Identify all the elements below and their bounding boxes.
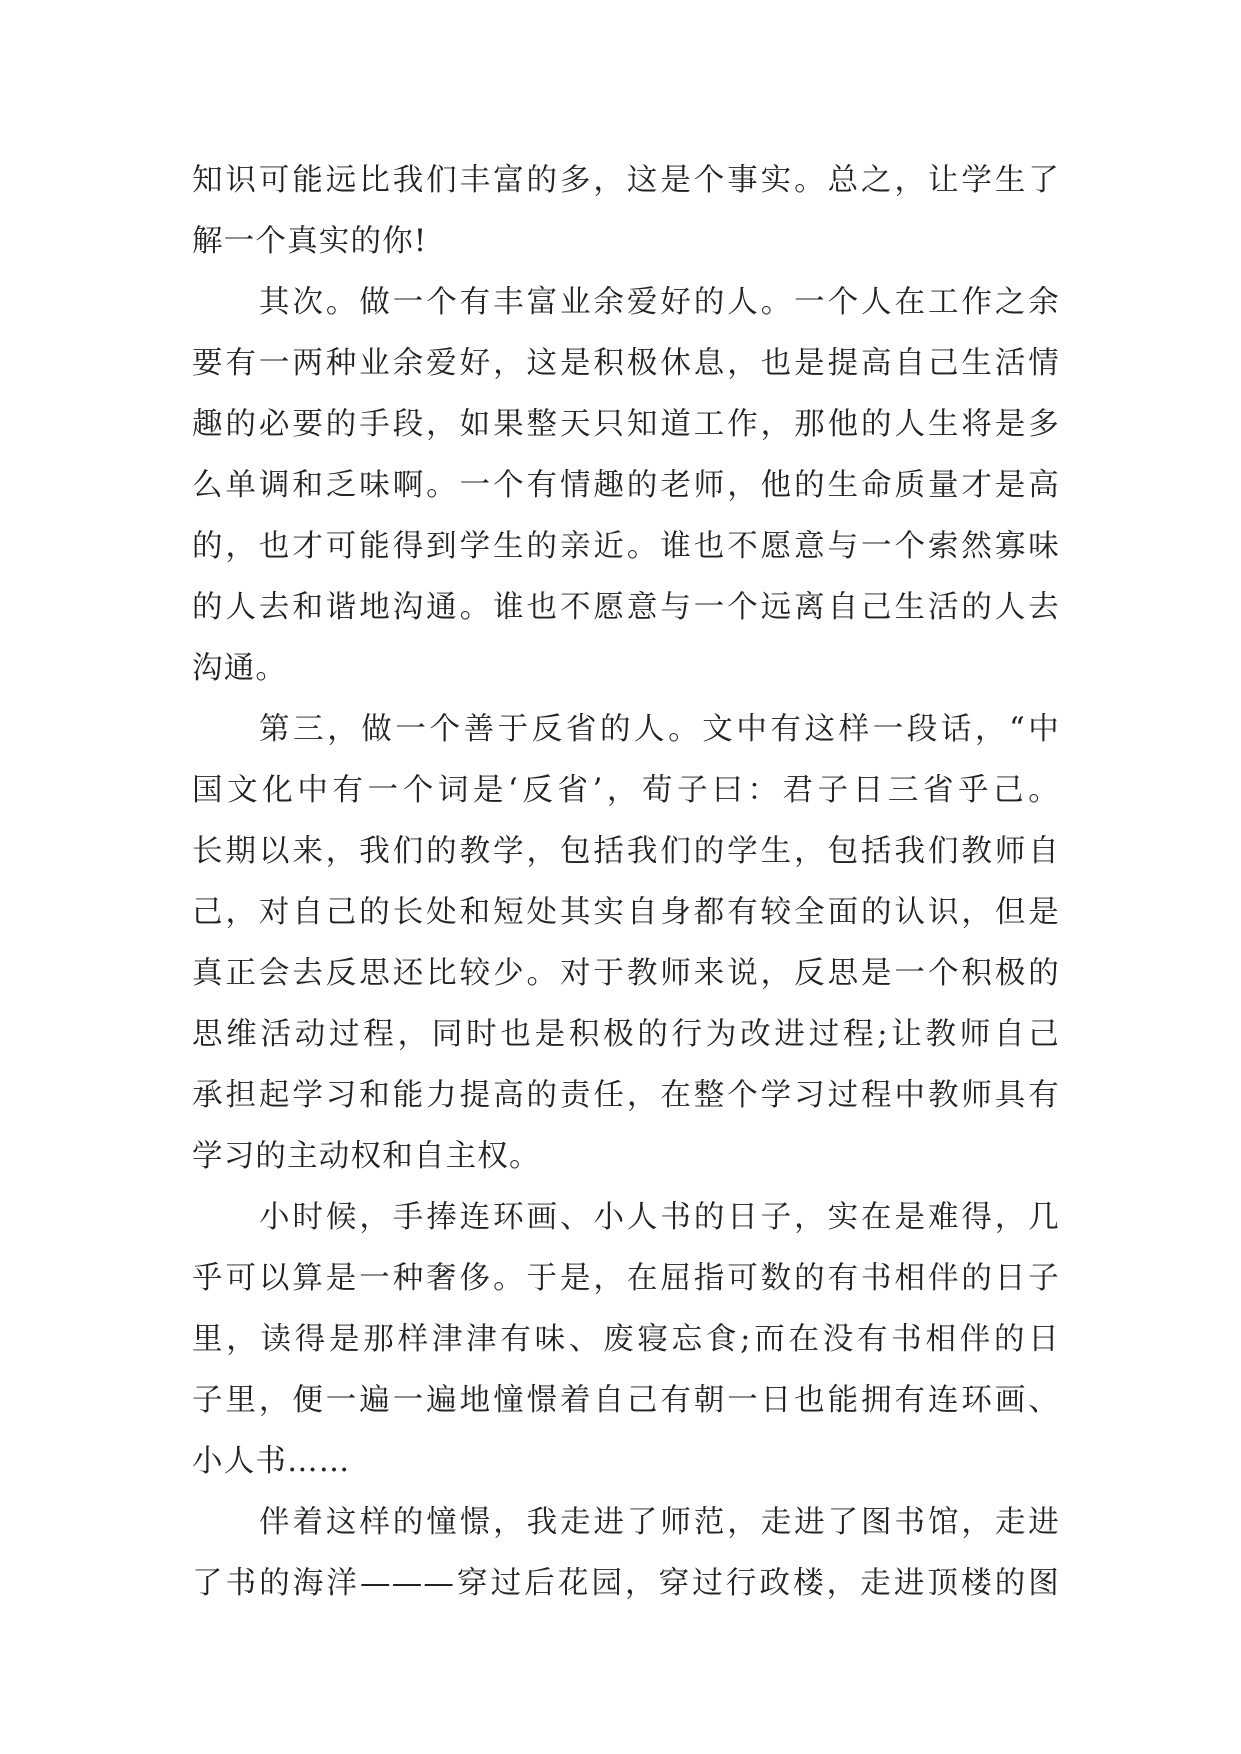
- text-line: 么单调和乏味啊。一个有情趣的老师，他的生命质量才是高: [192, 468, 1060, 503]
- text-line: 乎可以算是一种奢侈。于是，在屈指可数的有书相伴的日子: [192, 1261, 1060, 1296]
- text-line: 的人去和谐地沟通。谁也不愿意与一个远离自己生活的人去: [192, 590, 1060, 625]
- text-line: 小时候，手捧连环画、小人书的日子，实在是难得，几: [259, 1200, 1060, 1235]
- text-line: 思维活动过程，同时也是积极的行为改进过程;让教师自己: [192, 1017, 1060, 1052]
- text-line: 小人书……: [192, 1444, 351, 1479]
- text-line: 解一个真实的你!: [192, 224, 428, 259]
- text-line: 己，对自己的长处和短处其实自身都有较全面的认识，但是: [192, 895, 1060, 930]
- text-line: 知识可能远比我们丰富的多，这是个事实。总之，让学生了: [192, 163, 1060, 198]
- text-line: 趣的必要的手段，如果整天只知道工作，那他的人生将是多: [192, 407, 1060, 442]
- text-line: 的，也才可能得到学生的亲近。谁也不愿意与一个索然寡味: [192, 529, 1060, 564]
- text-line: 沟通。: [192, 651, 288, 686]
- text-line: 国文化中有一个词是‘反省’，荀子曰：君子日三省乎己。: [192, 773, 1060, 808]
- text-line: 第三，做一个善于反省的人。文中有这样一段话，“中: [259, 712, 1060, 747]
- text-line: 学习的主动权和自主权。: [192, 1139, 541, 1174]
- text-line: 长期以来，我们的教学，包括我们的学生，包括我们教师自: [192, 834, 1060, 869]
- text-line: 了书的海洋———穿过后花园，穿过行政楼，走进顶楼的图: [192, 1566, 1060, 1601]
- text-line: 伴着这样的憧憬，我走进了师范，走进了图书馆，走进: [259, 1505, 1060, 1540]
- document-body: [192, 150, 1060, 1614]
- text-line: 要有一两种业余爱好，这是积极休息，也是提高自己生活情: [192, 346, 1060, 381]
- text-line: 子里，便一遍一遍地憧憬着自己有朝一日也能拥有连环画、: [192, 1383, 1060, 1418]
- text-line: 真正会去反思还比较少。对于教师来说，反思是一个积极的: [192, 956, 1060, 991]
- text-line: 其次。做一个有丰富业余爱好的人。一个人在工作之余: [259, 285, 1060, 320]
- text-line: 承担起学习和能力提高的责任，在整个学习过程中教师具有: [192, 1078, 1060, 1113]
- text-line: 里，读得是那样津津有味、废寝忘食;而在没有书相伴的日: [192, 1322, 1060, 1357]
